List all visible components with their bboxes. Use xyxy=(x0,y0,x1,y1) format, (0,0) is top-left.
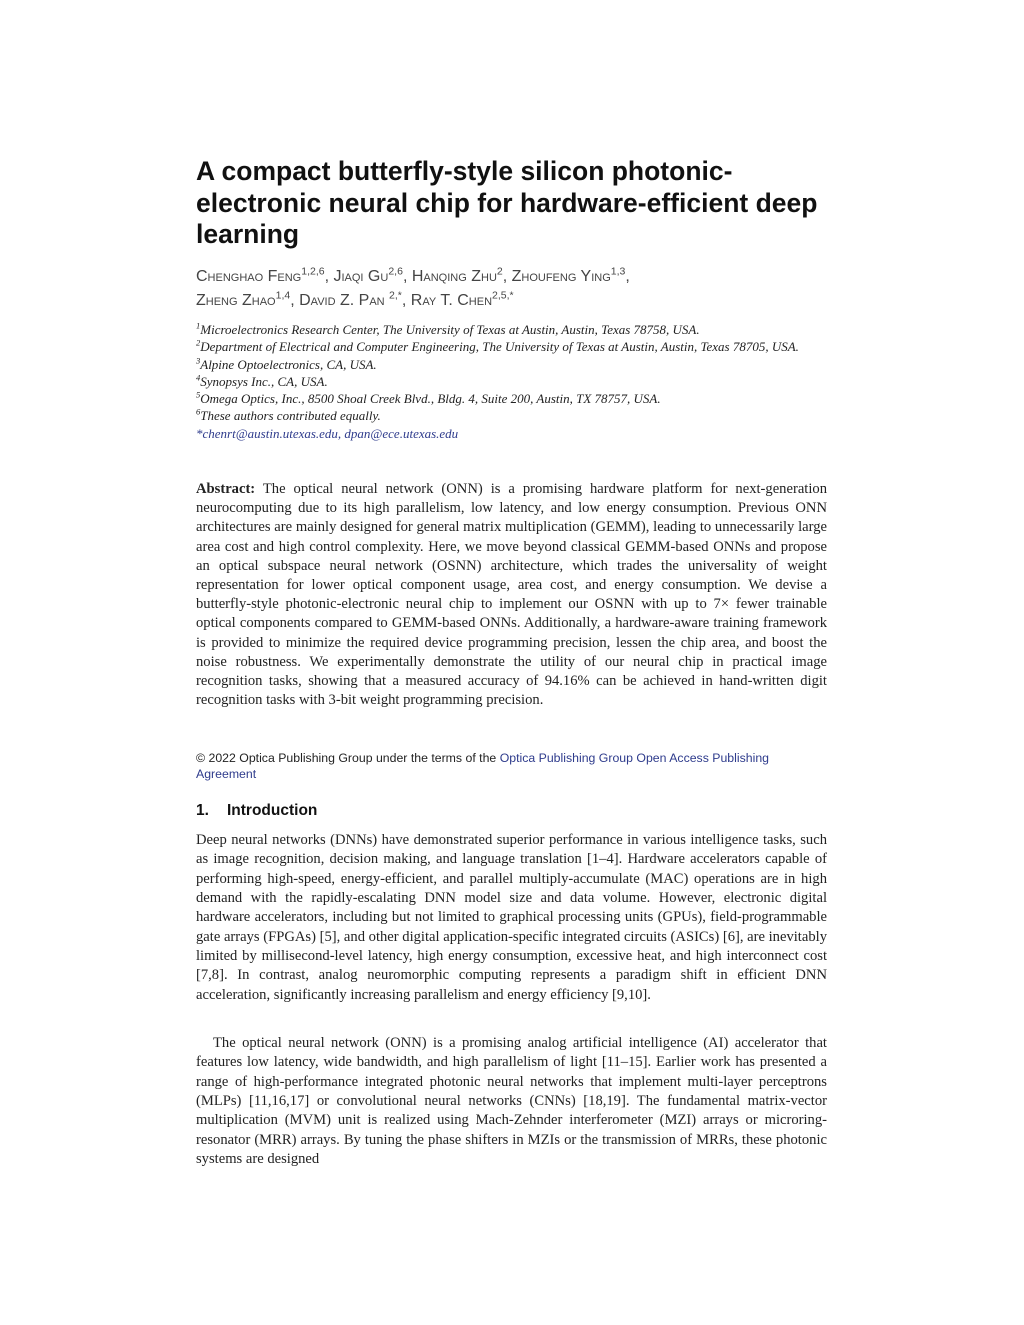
author-affiliation-mark: 2,* xyxy=(389,289,402,302)
copyright-notice xyxy=(196,750,827,782)
section-title: Introduction xyxy=(227,802,318,819)
affiliation-text: Microelectronics Research Center, The University of Texas at Austin, Austin, Texas 78758, USA. xyxy=(200,322,700,337)
author-separator: , xyxy=(324,268,334,285)
affiliation-item xyxy=(196,338,827,355)
affiliation-item xyxy=(196,356,827,373)
affiliation-number: 3 xyxy=(196,355,201,366)
section-heading xyxy=(196,801,827,821)
affiliation-item xyxy=(196,321,827,338)
affiliation-text: Department of Electrical and Computer Engineering, The University of Texas at Austin, Austin, Texas 78705, USA. xyxy=(200,339,799,355)
author-separator: , xyxy=(625,268,630,285)
section-number: 1. xyxy=(196,802,209,819)
author-name: Ray T. Chen xyxy=(410,292,493,309)
affiliation-number: 1 xyxy=(196,320,201,331)
abstract-text: The optical neural network (ONN) is a promising hardware platform for next-generation neurocomputing due to its high parallelism, low latency, and low energy consumption. Previous ONN architectures are mainly designed for general matrix multiplication (GEMM), leading to unnecessarily large area cost and high control complexity. Here, we move beyond classical GEMM-based ONNs and propose an optical subspace neural network (OSNN) architecture, which trades the universality of weight representation for lower optical component usage, area cost, and energy consumption. We devise a butterfly-style photonic-electronic neural chip to implement our OSNN with up to 7× fewer trainable optical components compared to GEMM-based ONNs. Additionally, a hardware-aware training framework is provided to minimize the required device programming precision, lessen the chip area, and boost the noise robustness. We experimentally demonstrate the utility of our neural chip in practical image recognition tasks, showing that a measured accuracy of 94.16% can be achieved in hand-written digit recognition tasks with 3-bit weight programming precision. xyxy=(196,481,827,709)
author-separator: , xyxy=(502,268,512,285)
author-affiliation-mark: 2,6 xyxy=(388,265,403,278)
affiliation-item xyxy=(196,390,827,407)
corresponding-email-link[interactable]: *chenrt@austin.utexas.edu, dpan@ece.utexas.edu xyxy=(196,425,459,441)
license-link[interactable]: Optica Publishing Group Open Access Publishing Agreement xyxy=(196,751,770,781)
author-affiliation-mark: 2 xyxy=(496,265,503,278)
author-name: Jiaqi Gu xyxy=(333,268,389,285)
paper-title: A compact butterfly-style silicon photonic-electronic neural chip for hardware-efficient deep learning xyxy=(196,156,818,249)
affiliation-number: 5 xyxy=(196,389,201,400)
abstract-label: Abstract: xyxy=(196,481,256,497)
affiliation-text: Synopsys Inc., CA, USA. xyxy=(200,373,328,389)
intro-paragraph-1: Deep neural networks (DNNs) have demonstrated superior performance in various intelligence tasks, such as image recognition, decision making, and language translation [1–4]. Hardware accelerators capable of performing high-speed, energy-efficient, and parallel multiply-accumulate (MAC) operations are in high demand with the rapidly-escalating DNN model size and data volume. However, electronic digital hardware accelerators, including but not limited to graphical processing units (GPUs), field-programmable gate arrays (FPGAs) [5], and other digital application-specific integrated circuits (ASICs) [6], are inevitably limited by millisecond-level latency, high energy consumption, excessive heat, and high interconnect cost [7,8]. In contrast, analog neuromorphic computing represents a paradigm shift in efficient DNN acceleration, significantly increasing parallelism and energy efficiency [9,10]. xyxy=(196,832,827,1003)
affiliation-text: Alpine Optoelectronics, CA, USA. xyxy=(200,356,377,372)
affiliation-item xyxy=(196,373,827,390)
author-affiliation-mark: 1,4 xyxy=(275,289,291,302)
author-name: David Z. Pan xyxy=(299,292,390,309)
affiliation-list xyxy=(196,321,827,442)
affiliation-text: These authors contributed equally. xyxy=(200,408,381,424)
author-affiliation-mark: 1,2,6 xyxy=(301,265,325,278)
copyright-text: © 2022 Optica Publishing Group under the terms of the xyxy=(196,751,500,765)
author-separator: , xyxy=(401,292,411,309)
author-name: Chenghao Feng xyxy=(196,268,302,285)
affiliation-text: Omega Optics, Inc., 8500 Shoal Creek Blvd., Bldg. 4, Suite 200, Austin, TX 78757, USA. xyxy=(200,391,661,407)
affiliation-item xyxy=(196,407,827,424)
author-separator: , xyxy=(402,268,412,285)
author-affiliation-mark: 1,3 xyxy=(610,265,626,278)
author-affiliation-mark: 2,5,* xyxy=(492,289,514,302)
author-name: Zheng Zhao xyxy=(196,292,276,309)
author-name: Hanqing Zhu xyxy=(411,268,497,285)
intro-paragraph-2: The optical neural network (ONN) is a promising analog artificial intelligence (AI) accelerator that features low latency, wide bandwidth, and high parallelism of light [11–15]. Earlier work has presented a range of high-performance integrated photonic neural networks that implement multi-layer perceptrons (MLPs) [11,16,17] or convolutional neural networks (CNNs) [18,19]. The fundamental matrix-vector multiplication (MVM) unit is realized using Mach-Zehnder interferometer (MZI) arrays or microring-resonator (MRR) arrays. By tuning the phase shifters in MZIs or the transmission of MRRs, these photonic systems are designed xyxy=(196,1035,827,1168)
author-name: Zhoufeng Ying xyxy=(511,268,611,285)
author-separator: , xyxy=(290,292,300,309)
affiliation-number: 4 xyxy=(196,372,201,383)
affiliation-number: 2 xyxy=(196,337,201,348)
author-list xyxy=(196,265,827,313)
affiliation-number: 6 xyxy=(196,407,201,418)
abstract xyxy=(196,480,827,710)
